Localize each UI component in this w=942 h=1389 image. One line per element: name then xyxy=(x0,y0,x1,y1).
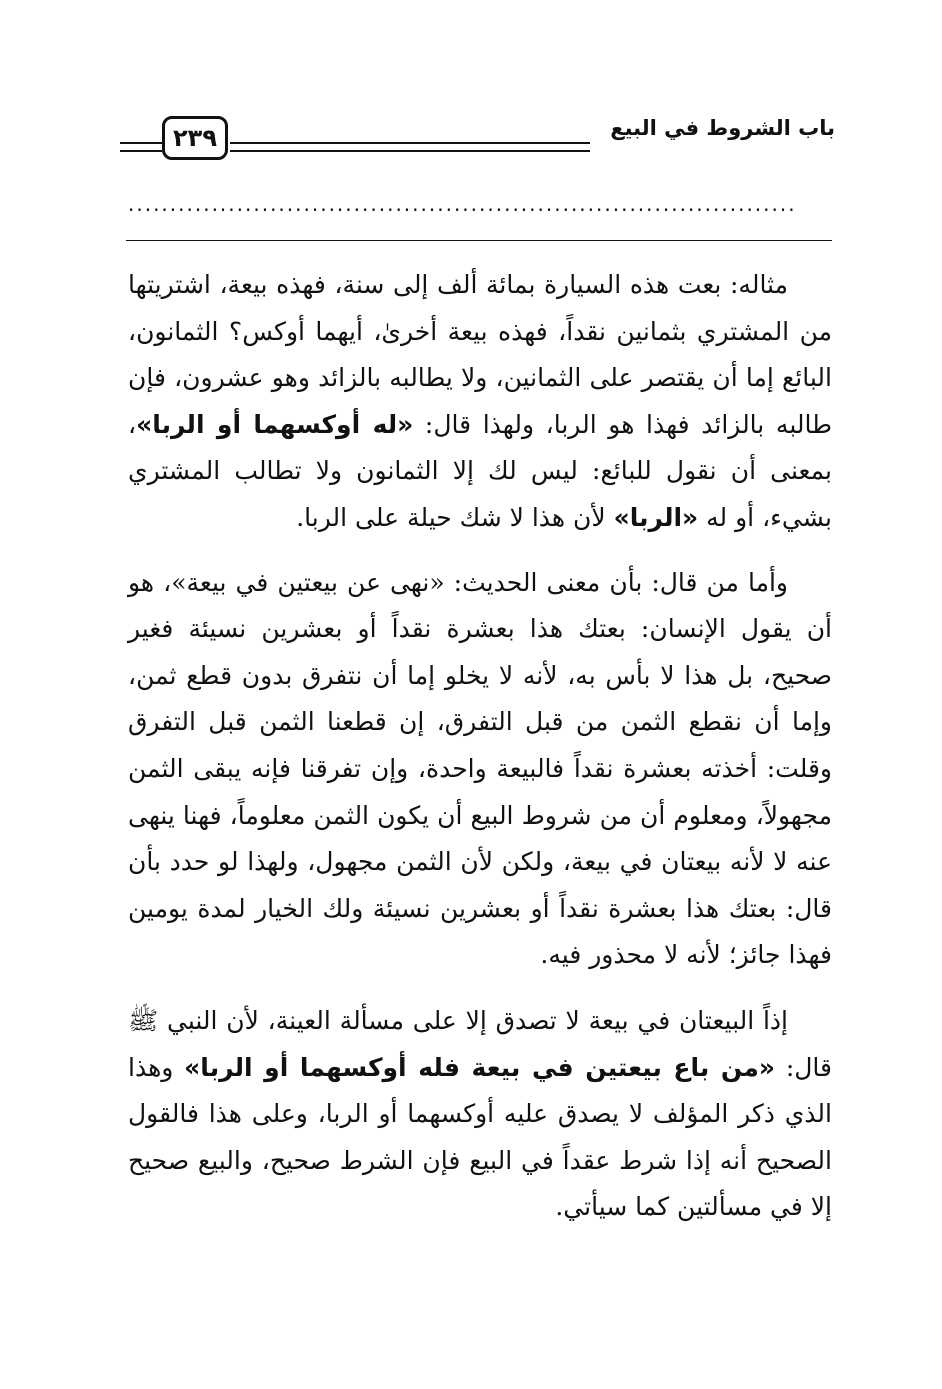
header-rule-right xyxy=(230,142,590,152)
header-rule-left xyxy=(120,142,162,152)
paragraph-1-text-a: مثاله: بعت هذه السيارة بمائة ألف إلى سنة، فهذه بيعة، اشتريتها من المشتري بثمانين نقداً، فهذه بيعة أخرىٰ، أيهما أوكس؟ الثمانون، البائع إما أن يقتصر على الثمانين، ولا يطالبه بالزائد وهو عشرون، فإن طالبه بالزائد فهذا هو الربا، ولهذا قال: xyxy=(128,270,832,439)
paragraph-3 xyxy=(128,998,832,1231)
paragraph-1-text-b: ، بمعنى أن نقول للبائع: ليس لك إلا الثمانون ولا تطالب المشتري بشيء، أو له xyxy=(128,409,832,532)
running-title: باب الشروط في البيع xyxy=(610,116,835,140)
paragraph-3-text-a: إذاً البيعتان في بيعة لا تصدق إلا على مسألة العينة، لأن النبي ﷺ قال: xyxy=(128,1005,832,1082)
paragraph-1 xyxy=(128,262,832,542)
paragraph-1-text-c: لأن هذا لا شك حيلة على الربا. xyxy=(296,502,614,532)
page-number: ٢٣٩ xyxy=(162,116,228,160)
paragraph-1-quote-b: «الربا» xyxy=(613,502,699,532)
paragraph-3-hadith-quote: «من باع بيعتين في بيعة فله أوكسهما أو الربا» xyxy=(184,1052,775,1082)
paragraph-1-quote-a: «له أوكسهما أو الربا» xyxy=(136,409,414,439)
header-divider xyxy=(126,240,832,241)
paragraph-3-text-b: وهذا الذي ذكر المؤلف لا يصدق عليه أوكسهما أو الربا، وعلى هذا فالقول الصحيح أنه إذا شرط عقداً في البيع فإن الشرط صحيح، والبيع صحيح إلا في مسألتين كما سيأتي. xyxy=(128,1052,832,1222)
dotted-separator xyxy=(128,192,828,216)
page-header xyxy=(120,112,835,164)
paragraph-2: وأما من قال: بأن معنى الحديث: «نهى عن بيعتين في بيعة»، هو أن يقول الإنسان: بعتك هذا بعشرة نقداً أو بعشرين نسيئة فغير صحيح، بل هذا لا بأس به، لأنه لا يخلو إما أن نتفرق بدون قطع ثمن، وإما أن نقطع الثمن من قبل التفرق، إن قطعنا الثمن قبل التفرق وقلت: أخذته بعشرة نقداً فالبيعة واحدة، وإن تفرقنا فإنه يبقى الثمن مجهولاً، ومعلوم أن من شروط البيع أن يكون الثمن معلوماً، فهنا ينهى عنه لا لأنه بيعتان في بيعة، ولكن لأن الثمن مجهول، ولهذا لو حدد بأن قال: بعتك هذا بعشرة نقداً أو بعشرين نسيئة ولك الخيار لمدة يومين فهذا جائز؛ لأنه لا محذور فيه. xyxy=(128,567,832,970)
page-body xyxy=(128,262,832,1231)
